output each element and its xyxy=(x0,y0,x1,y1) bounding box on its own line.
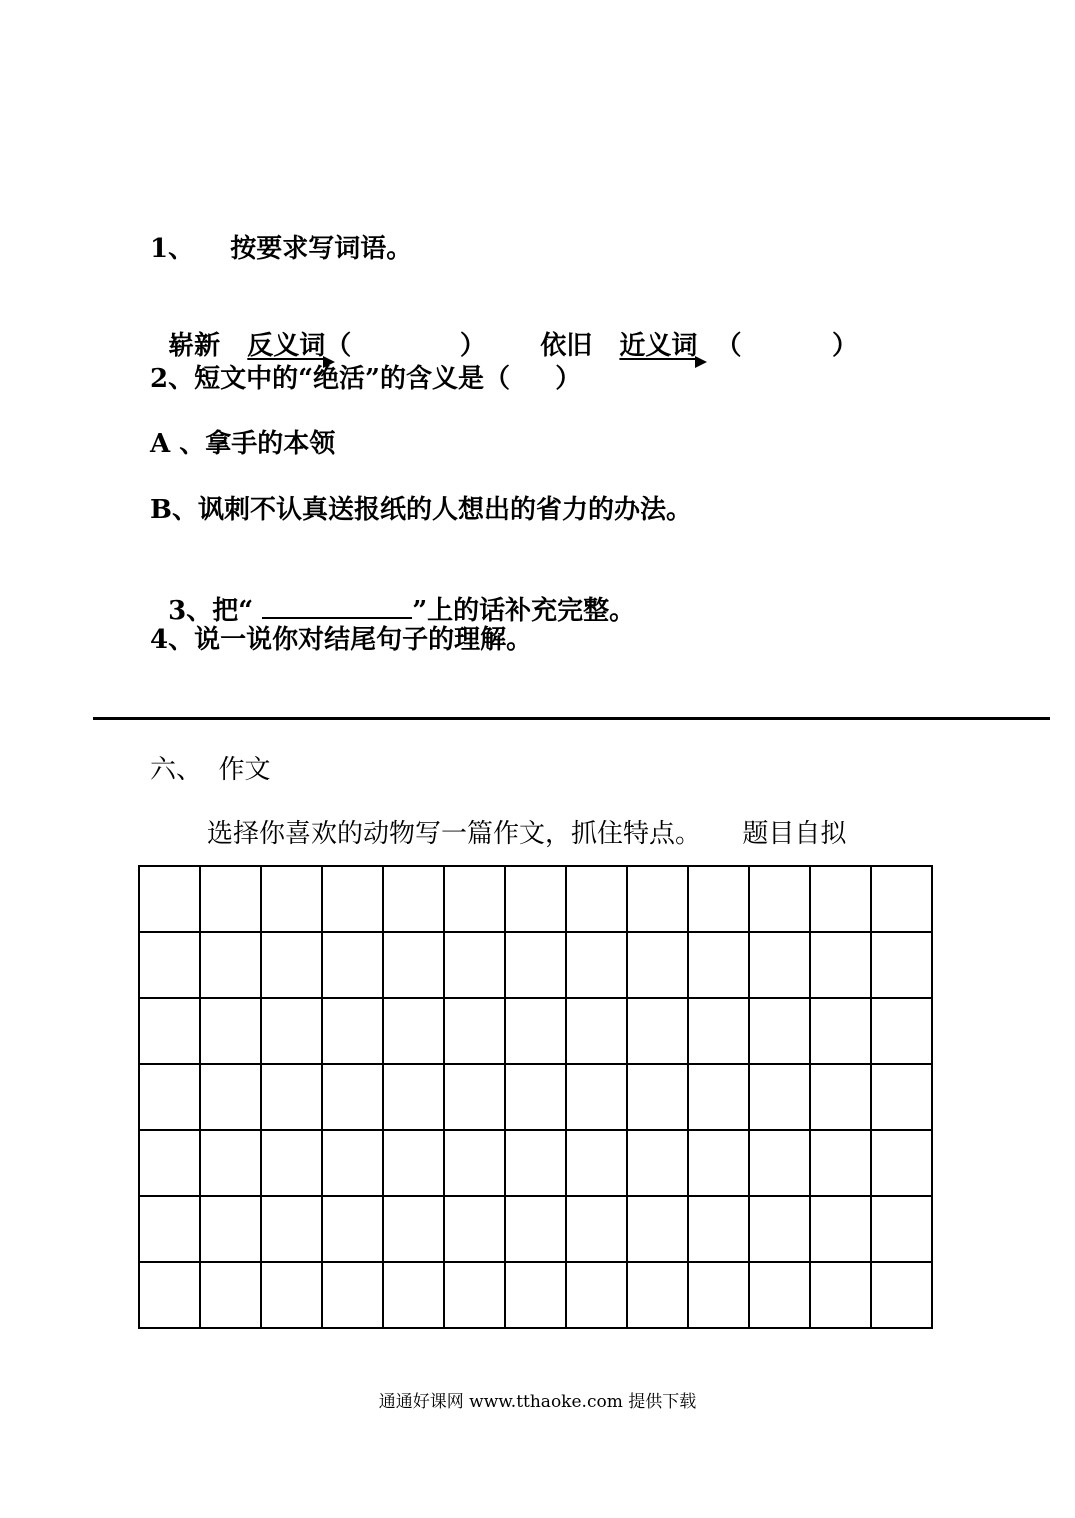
grid-cell xyxy=(567,867,628,933)
grid-cell xyxy=(140,1263,201,1329)
grid-cell xyxy=(262,1197,323,1263)
grid-cell xyxy=(567,1131,628,1197)
question-3-suffix: ”上的话补充完整。 xyxy=(412,596,636,626)
grid-cell xyxy=(506,933,567,999)
grid-cell xyxy=(384,867,445,933)
word-yijiu: 依旧 xyxy=(540,331,593,361)
grid-cell xyxy=(628,999,689,1065)
grid-cell xyxy=(445,1263,506,1329)
grid-cell xyxy=(872,867,933,933)
grid-cell xyxy=(140,1065,201,1131)
grid-cell xyxy=(689,1197,750,1263)
grid-cell xyxy=(567,999,628,1065)
grid-cell xyxy=(384,1197,445,1263)
grid-cell xyxy=(140,1131,201,1197)
grid-cell xyxy=(384,999,445,1065)
grid-cell xyxy=(689,1131,750,1197)
grid-cell xyxy=(628,1065,689,1131)
grid-cell xyxy=(689,1263,750,1329)
grid-cell xyxy=(323,1197,384,1263)
grid-cell xyxy=(811,933,872,999)
grid-cell xyxy=(628,1131,689,1197)
grid-cell xyxy=(262,867,323,933)
grid-cell xyxy=(872,999,933,1065)
grid-cell xyxy=(567,933,628,999)
grid-cell xyxy=(262,1065,323,1131)
grid-cell xyxy=(323,1263,384,1329)
grid-cell xyxy=(201,1131,262,1197)
grid-cell xyxy=(262,933,323,999)
question-3 xyxy=(150,559,635,627)
grid-cell xyxy=(384,1263,445,1329)
grid-cell xyxy=(689,867,750,933)
synonym-hint: 近义词 xyxy=(619,330,697,362)
grid-cell xyxy=(750,1065,811,1131)
question-1-title: 1、 按要求写词语。 xyxy=(150,234,413,264)
grid-cell xyxy=(445,1197,506,1263)
grid-cell xyxy=(628,1263,689,1329)
grid-cell xyxy=(811,1065,872,1131)
question-3-prefix: 3、把“ xyxy=(168,596,263,626)
section-divider xyxy=(93,717,1050,720)
grid-cell xyxy=(445,933,506,999)
question-2-title: 2、短文中的“绝活”的含义是（ ） xyxy=(150,364,582,394)
section-6-title: 六、 作文 xyxy=(150,755,271,785)
option-b: B、讽刺不认真送报纸的人想出的省力的办法。 xyxy=(150,495,692,525)
grid-cell xyxy=(811,1131,872,1197)
word-chanxin: 崭新 xyxy=(168,331,221,361)
arrow-icon xyxy=(695,356,707,368)
question-4: 4、说一说你对结尾句子的理解。 xyxy=(150,625,533,655)
grid-cell xyxy=(872,933,933,999)
grid-cell xyxy=(811,999,872,1065)
grid-cell xyxy=(506,1131,567,1197)
grid-cell xyxy=(445,867,506,933)
grid-cell xyxy=(628,933,689,999)
writing-grid xyxy=(138,865,933,1329)
answer-paren-2: （ ） xyxy=(715,331,859,361)
grid-cell xyxy=(750,933,811,999)
grid-cell xyxy=(323,867,384,933)
grid-cell xyxy=(384,933,445,999)
grid-cell xyxy=(750,1197,811,1263)
grid-cell xyxy=(872,1065,933,1131)
grid-cell xyxy=(811,867,872,933)
answer-paren-1: （ ） xyxy=(325,331,486,361)
grid-cell xyxy=(628,867,689,933)
grid-cell xyxy=(811,1263,872,1329)
grid-cell xyxy=(323,1131,384,1197)
grid-cell xyxy=(262,1131,323,1197)
grid-cell xyxy=(872,1263,933,1329)
grid-cell xyxy=(689,999,750,1065)
grid-cell xyxy=(506,1197,567,1263)
grid-cell xyxy=(384,1131,445,1197)
grid-cell xyxy=(323,933,384,999)
grid-cell xyxy=(201,999,262,1065)
grid-cell xyxy=(445,1131,506,1197)
grid-cell xyxy=(140,867,201,933)
grid-cell xyxy=(750,1131,811,1197)
grid-cell xyxy=(201,867,262,933)
composition-prompt: 选择你喜欢的动物写一篇作文，抓住特点。 题目自拟 xyxy=(207,819,847,849)
grid-cell xyxy=(628,1197,689,1263)
option-a: A 、拿手的本领 xyxy=(150,429,336,459)
grid-cell xyxy=(445,999,506,1065)
grid-cell xyxy=(140,933,201,999)
footer-credit: 通通好课网 www.tthaoke.com 提供下载 xyxy=(378,1392,697,1412)
grid-cell xyxy=(262,1263,323,1329)
grid-cell xyxy=(262,999,323,1065)
grid-cell xyxy=(140,1197,201,1263)
grid-cell xyxy=(506,1065,567,1131)
grid-cell xyxy=(567,1065,628,1131)
grid-cell xyxy=(872,1131,933,1197)
grid-cell xyxy=(567,1263,628,1329)
grid-cell xyxy=(445,1065,506,1131)
antonym-hint: 反义词 xyxy=(247,330,325,362)
grid-cell xyxy=(323,999,384,1065)
grid-cell xyxy=(201,1197,262,1263)
grid-cell xyxy=(201,933,262,999)
grid-cell xyxy=(201,1065,262,1131)
grid-cell xyxy=(750,1263,811,1329)
fill-blank xyxy=(262,591,412,619)
grid-cell xyxy=(689,1065,750,1131)
grid-cell xyxy=(323,1065,384,1131)
grid-cell xyxy=(567,1197,628,1263)
grid-cell xyxy=(506,867,567,933)
grid-cell xyxy=(750,867,811,933)
grid-cell xyxy=(140,999,201,1065)
grid-cell xyxy=(201,1263,262,1329)
grid-cell xyxy=(811,1197,872,1263)
grid-cell xyxy=(872,1197,933,1263)
grid-cell xyxy=(506,1263,567,1329)
grid-cell xyxy=(750,999,811,1065)
grid-cell xyxy=(384,1065,445,1131)
grid-cell xyxy=(689,933,750,999)
question-1-row xyxy=(150,298,858,362)
grid-cell xyxy=(506,999,567,1065)
